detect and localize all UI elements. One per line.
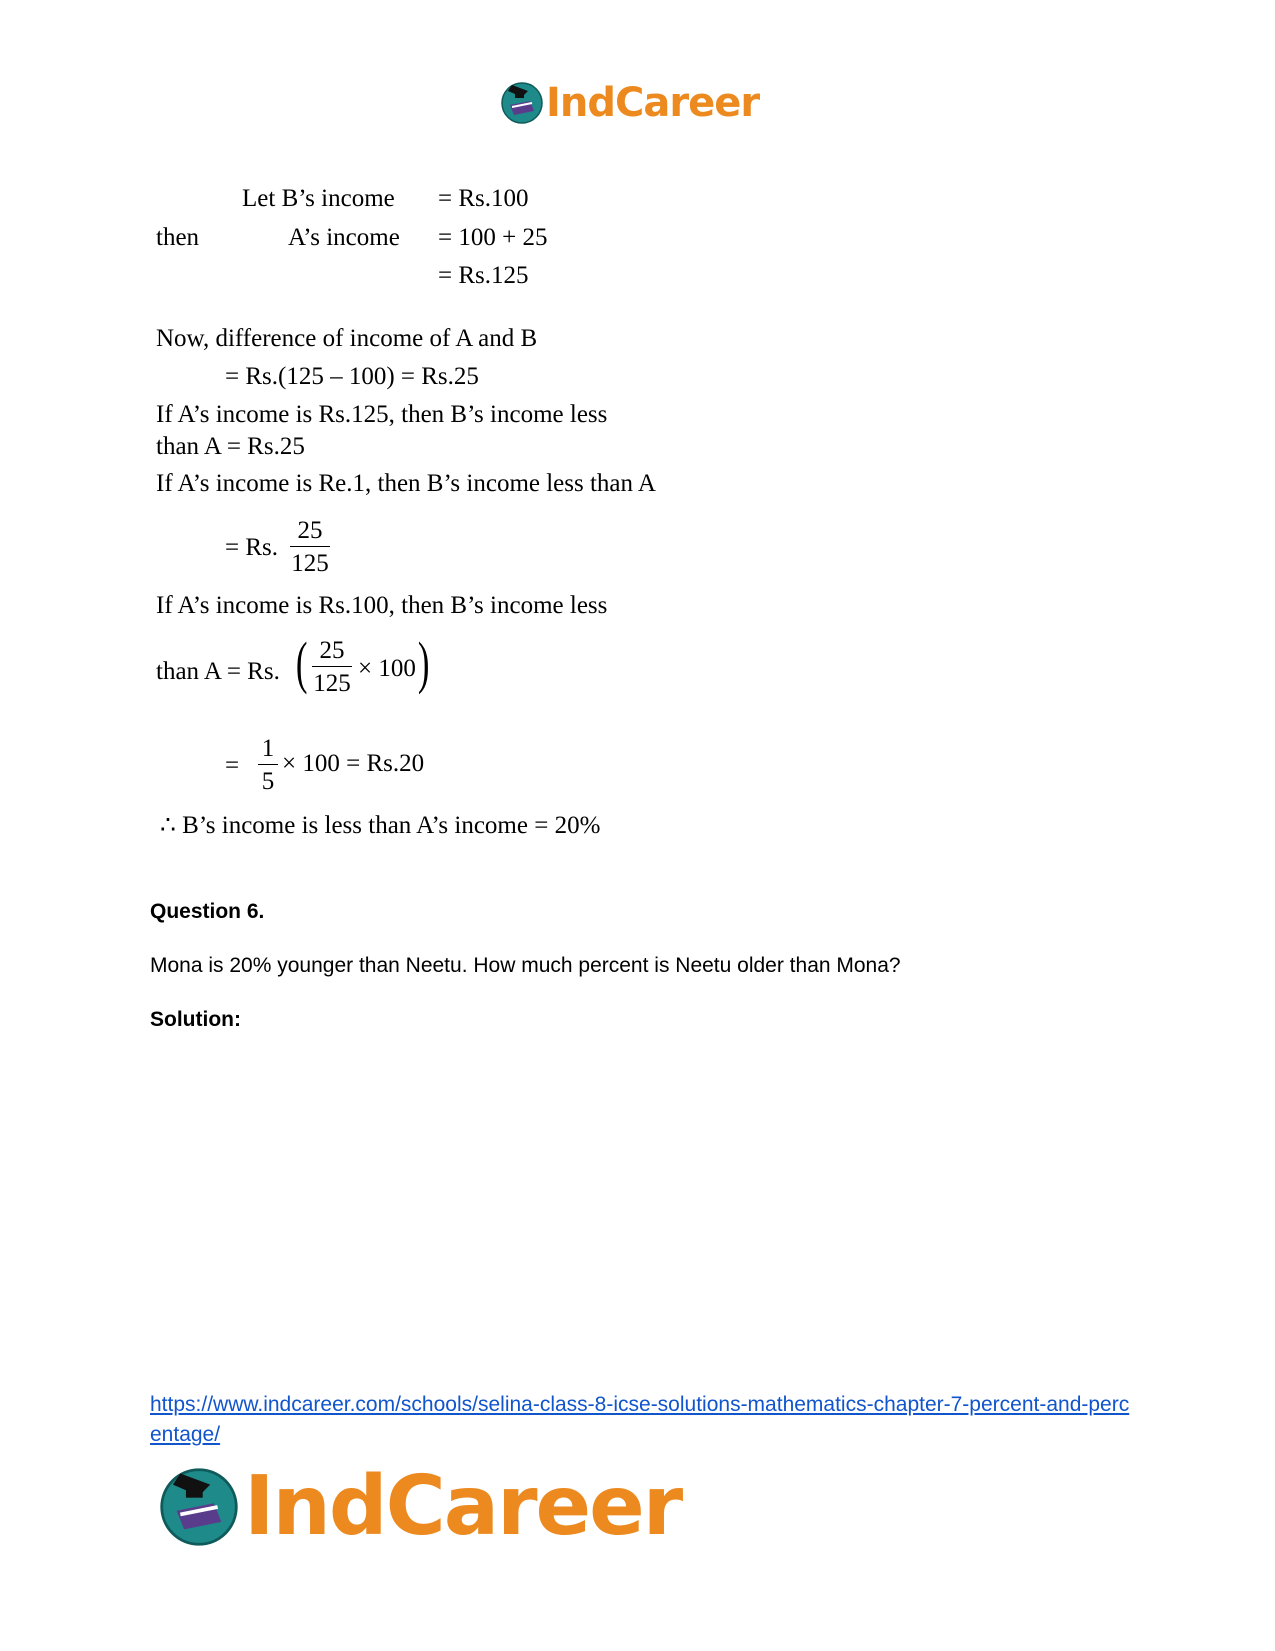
math-line: = 100 + 25: [438, 224, 548, 251]
fraction: [290, 518, 330, 576]
math-line: × 100 = Rs.20: [282, 750, 425, 777]
fraction: [258, 736, 278, 794]
indcareer-logo-top: [500, 78, 759, 128]
math-line: Let B’s income: [242, 185, 395, 212]
math-line: = Rs.125: [438, 262, 529, 289]
math-line: If A’s income is Re.1, then B’s income less than A: [156, 470, 656, 497]
question-text: Mona is 20% younger than Neetu. How much percent is Neetu older than Mona?: [150, 954, 901, 977]
math-line: If A’s income is Rs.100, then B’s income less: [156, 592, 608, 619]
math-line: than A = Rs.25: [156, 433, 305, 460]
logo-wordmark: IndCareer: [546, 80, 760, 126]
fraction-numerator: 25: [319, 637, 345, 664]
math-line: than A = Rs.: [156, 658, 280, 685]
fraction-numerator: 1: [261, 735, 275, 762]
math-line: × 100: [358, 655, 416, 682]
logo-wordmark: IndCareer: [244, 1459, 682, 1554]
question-title: Question 6.: [150, 900, 265, 923]
solution-label: Solution:: [150, 1008, 241, 1031]
math-line: A’s income: [288, 224, 400, 251]
right-paren: ): [417, 630, 430, 695]
math-line: then: [156, 224, 200, 251]
fraction: [312, 638, 352, 696]
left-paren: (: [295, 630, 308, 695]
math-line: = Rs.100: [438, 185, 529, 212]
fraction-numerator: 25: [297, 517, 323, 544]
math-line: = Rs.: [225, 534, 279, 561]
fraction-denominator: 5: [261, 768, 275, 795]
fraction-denominator: 125: [291, 550, 329, 577]
math-line: If A’s income is Rs.125, then B’s income less: [156, 401, 608, 428]
globe-book-icon: [500, 81, 544, 125]
math-line: ∴ B’s income is less than A’s income = 20%: [160, 812, 601, 839]
math-line: = Rs.(125 – 100) = Rs.25: [225, 363, 479, 390]
math-line: =: [225, 752, 240, 779]
fraction-denominator: 125: [313, 670, 351, 697]
globe-book-icon: [158, 1466, 240, 1548]
source-link[interactable]: https://www.indcareer.com/schools/selina-class-8-icse-solutions-mathematics-chapter-7-percent-and-percentage/: [150, 1393, 1130, 1446]
math-line: Now, difference of income of A and B: [156, 325, 538, 352]
indcareer-logo-bottom: [158, 1459, 682, 1554]
